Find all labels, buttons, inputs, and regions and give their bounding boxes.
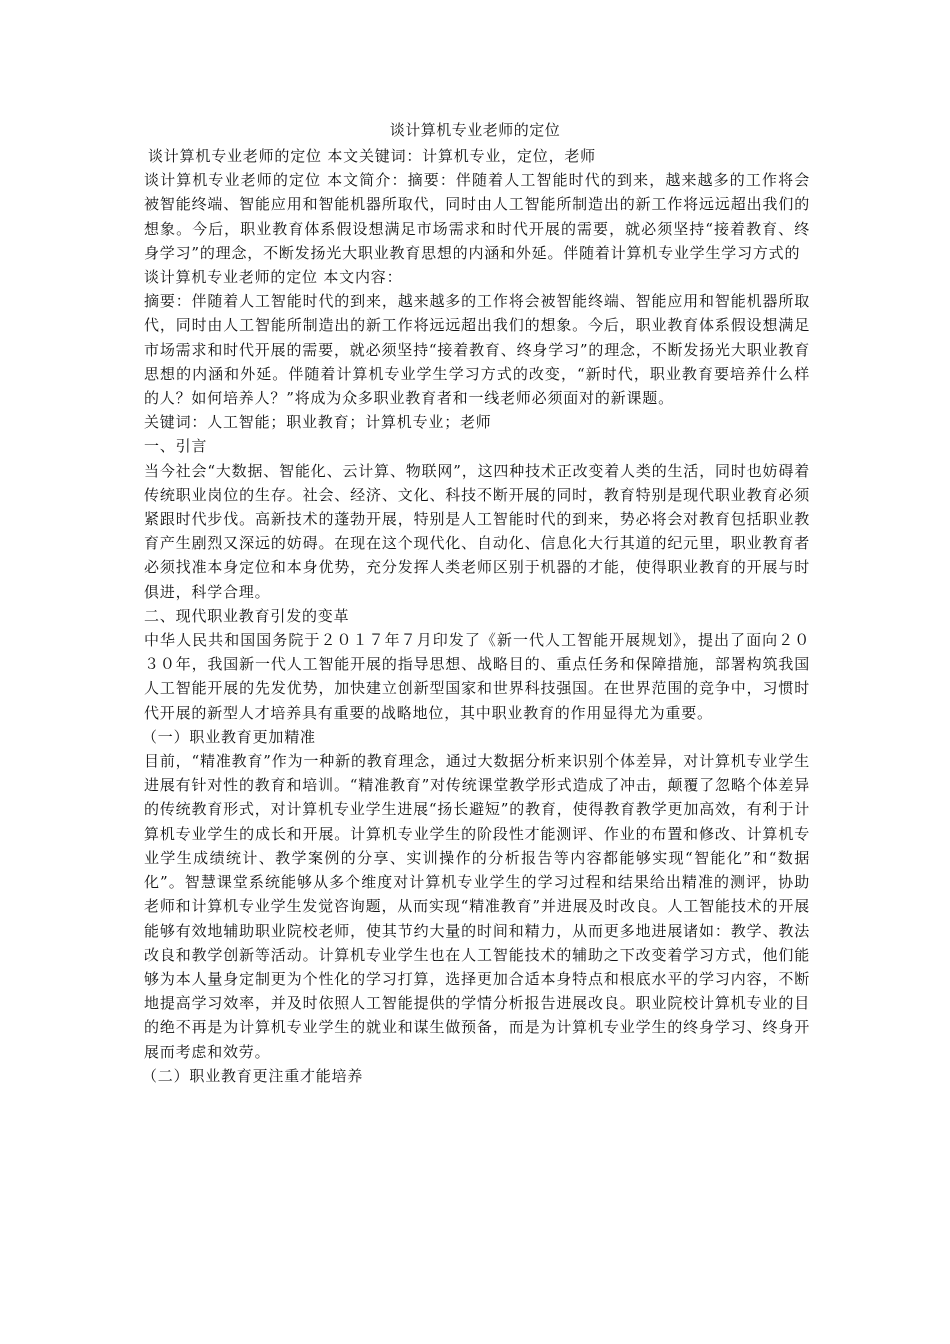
subsection-1-paragraph: 目前，“精准教育”作为一种新的教育理念，通过大数据分析来识别个体差异，对计算机专业学生进展有针对性的教育和培训。“精准教育”对传统课堂教学形式造成了冲击，颠覆了忽略个体差异的传统教育形式，对计算机专业学生进展“扬长避短”的教育，使得教育教学更加高效，有利于计算机专业学生的成长和开展。计算机专业学生的阶段性才能测评、作业的布置和修改、计算机专业学生成绩统计、教学案例的分享、实训操作的分析报告等内容都能够实现“智能化”和“数据化”。智慧课堂系统能够从多个维度对计算机专业学生的学习过程和结果给出精准的测评，协助老师和计算机专业学生发觉咨询题，从而实现“精准教育”并进展及时改良。人工智能技术的开展能够有效地辅助职业院校老师，使其节约大量的时间和精力，从而更多地进展诸如：教学、教法改良和教学创新等活动。计算机专业学生也在人工智能技术的辅助之下改变着学习方式，他们能够为本人量身定制更为个性化的学习打算，选择更加合适本身特点和根底水平的学习内容，不断地提高学习效率，并及时依照人工智能提供的学情分析报告进展改良。职业院校计算机专业的目的绝不再是为计算机专业学生的就业和谋生做预备，而是为计算机专业学生的终身学习、终身开展而考虑和效劳。 — [144, 752, 810, 1061]
keywords-line: 谈计算机专业老师的定位 本文关键词：计算机专业，定位，老师 — [148, 147, 596, 165]
keywords-paragraph: 关键词：人工智能；职业教育；计算机专业；老师 — [144, 413, 492, 432]
document-title: 谈计算机专业老师的定位 — [389, 121, 561, 139]
document-body — [144, 144, 810, 1088]
section-2-paragraph: 中华人民共和国国务院于２０１７年７月印发了《新一代人工智能开展规划》，提出了面向２０３０年，我国新一代人工智能开展的指导思想、战略目的、重点任务和保障措施，部署构筑我国人工智能开展的先发优势，加快建立创新型国家和世界科技强国。在世界范围的竞争中，习惯时代开展的新型人才培养具有重要的战略地位，其中职业教育的作用显得尤为重要。 — [144, 631, 810, 722]
section-heading-2: 二、现代职业教育引发的变革 — [144, 606, 350, 625]
section-heading-1: 一、引言 — [144, 437, 208, 456]
content-label: 谈计算机专业老师的定位 本文内容： — [144, 268, 403, 287]
intro-paragraph: 谈计算机专业老师的定位 本文简介：摘要：伴随着人工智能时代的到来，越来越多的工作将会被智能终端、智能应用和智能机器所取代，同时由人工智能所制造出的新工作将远远超出我们的想象。今后，职业教育体系假设想满足市场需求和时代开展的需要，就必须坚持“接着教育、终身学习”的理念，不断发扬光大职业教育思想的内涵和外延。伴随着计算机专业学生学习方式的 — [144, 171, 810, 262]
abstract-paragraph: 摘要：伴随着人工智能时代的到来，越来越多的工作将会被智能终端、智能应用和智能机器所取代，同时由人工智能所制造出的新工作将远远超出我们的想象。今后，职业教育体系假设想满足市场需求和时代开展的需要，就必须坚持“接着教育、终身学习”的理念，不断发扬光大职业教育思想的内涵和外延。伴随着计算机专业学生学习方式的改变，“新时代，职业教育要培养什么样的人？如何培养人？”将成为众多职业教育者和一线老师必须面对的新课题。 — [144, 292, 810, 408]
subsection-heading-2: （二）职业教育更注重才能培养 — [142, 1066, 364, 1085]
subsection-heading-1: （一）职业教育更加精准 — [142, 727, 316, 746]
section-1-paragraph: 当今社会“大数据、智能化、云计算、物联网”，这四种技术正改变着人类的生活，同时也妨碍着传统职业岗位的生存。社会、经济、文化、科技不断开展的同时，教育特别是现代职业教育必须紧跟时代步伐。高新技术的蓬勃开展，特别是人工智能时代的到来，势必将会对教育包括职业教育产生剧烈又深远的妨碍。在现在这个现代化、自动化、信息化大行其道的纪元里，职业教育者必须找准本身定位和本身优势，充分发挥人类老师区别于机器的才能，使得职业教育的开展与时俱进，科学合理。 — [144, 461, 810, 601]
